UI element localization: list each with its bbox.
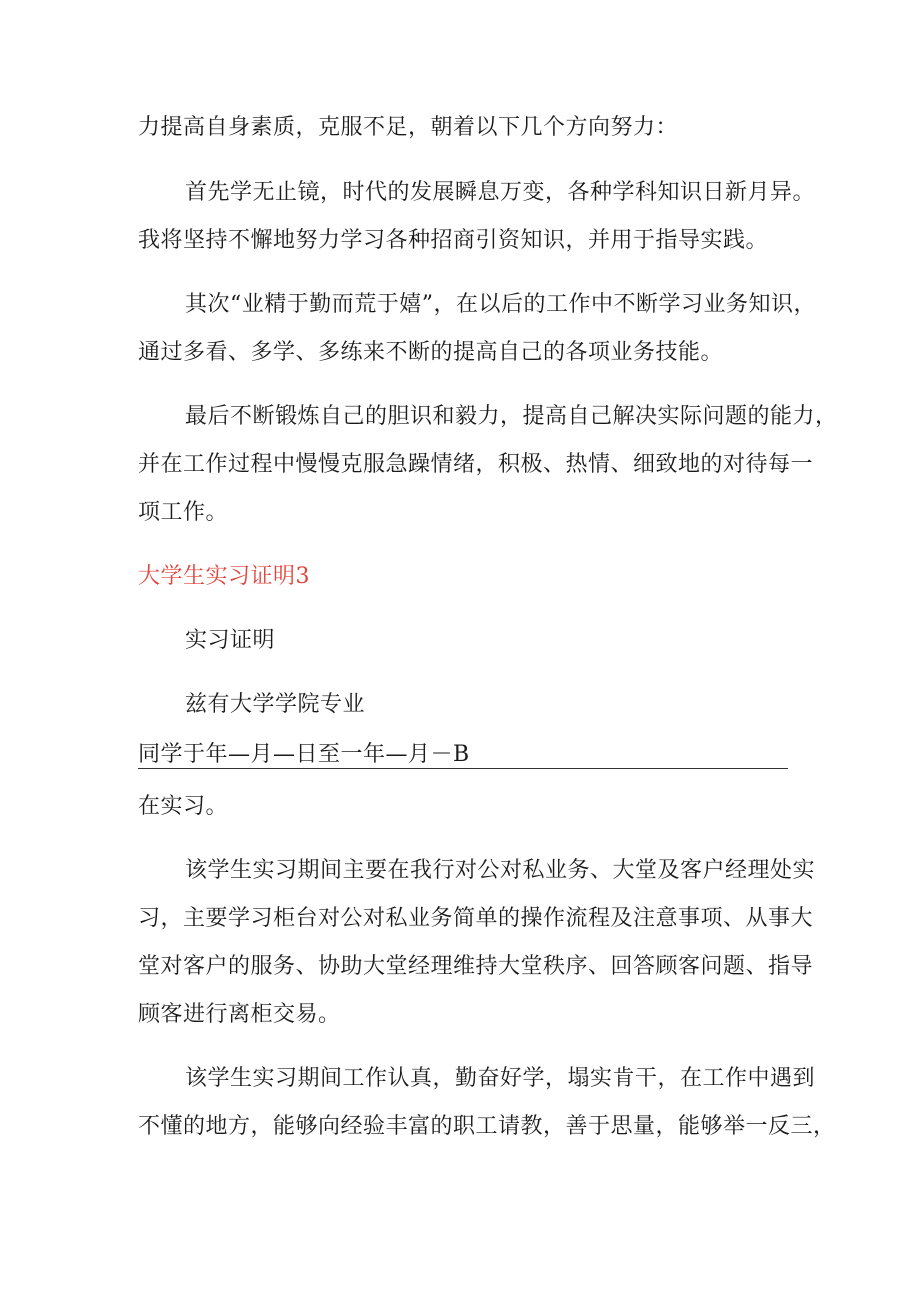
certificate-line: 在实习。 [138,794,229,819]
paragraph-line: 首先学无止镜，时代的发展瞬息万变，各种学科知识日新月异。 [185,180,816,205]
certificate-title: 实习证明 [185,628,276,653]
paragraph-line: 堂对客户的服务、协助大堂经理维持大堂秩序、回答顾客问题、指导 [138,954,814,979]
section-heading: 大学生实习证明3 [138,564,310,589]
paragraph-line: 最后不断锻炼自己的胆识和毅力，提高自己解决实际问题的能力， [185,404,838,429]
certificate-line: 兹有大学学院专业 [185,692,366,717]
fill-in-rule [138,768,788,769]
certificate-line: 同学于年—月—日至一年—月－B [138,742,470,767]
paragraph-line: 其次“业精于勤而荒于嬉”，在以后的工作中不断学习业务知识， [185,292,816,317]
paragraph-line: 该学生实习期间主要在我行对公对私业务、大堂及客户经理处实 [185,858,816,883]
paragraph-line: 项工作。 [138,500,229,525]
paragraph-line: 并在工作过程中慢慢克服急躁情绪，积极、热情、细致地的对待每一 [138,452,814,477]
paragraph-line: 通过多看、多学、多练来不断的提高自己的各项业务技能。 [138,340,724,365]
paragraph-line: 该学生实习期间工作认真，勤奋好学，塌实肯干，在工作中遇到 [185,1066,816,1091]
paragraph-line: 我将坚持不懈地努力学习各种招商引资知识，并用于指导实践。 [138,228,769,253]
paragraph-line: 不懂的地方，能够向经验丰富的职工请教，善于思量，能够举一反三， [138,1114,836,1139]
paragraph-line: 顾客进行离柜交易。 [138,1002,341,1027]
paragraph-line: 力提高自身素质，克服不足，朝着以下几个方向努力： [138,115,679,140]
paragraph-line: 习，主要学习柜台对公对私业务简单的操作流程及注意事项、从事大 [138,906,814,931]
